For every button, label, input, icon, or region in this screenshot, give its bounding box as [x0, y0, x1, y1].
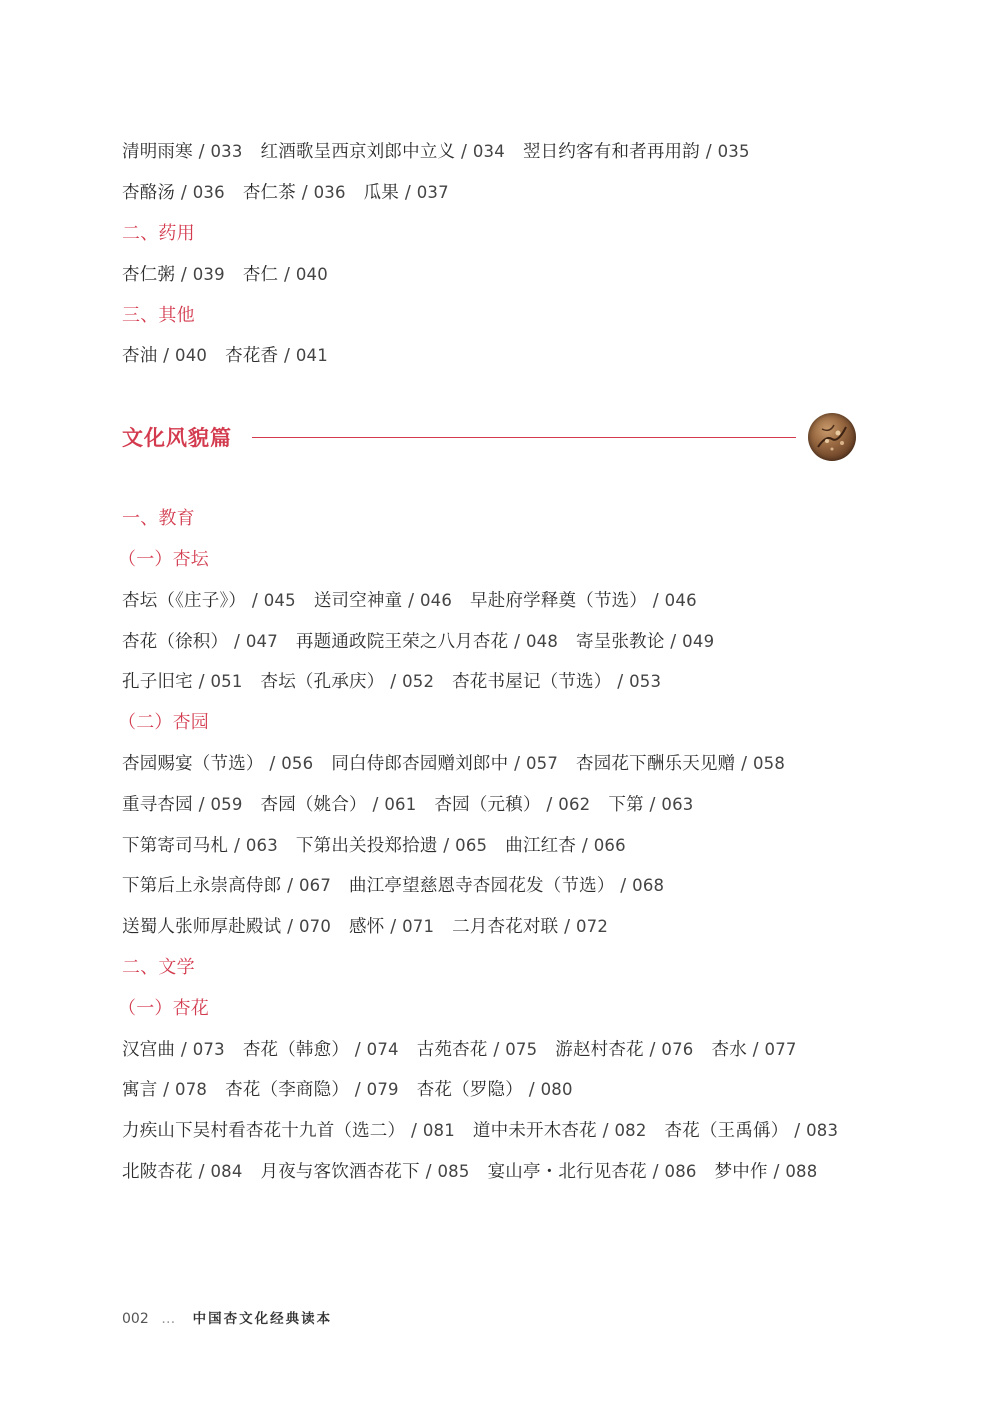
entry-title: 送司空神童: [313, 591, 403, 611]
entry-page-number: 045: [263, 591, 296, 610]
entry-title: 杏仁: [242, 265, 279, 285]
entry-page-number: 078: [175, 1080, 208, 1099]
entry-title: 杏花（王禹偁）: [664, 1121, 789, 1141]
section-heading: 三、其他: [122, 305, 195, 326]
entry-title: 孔子旧宅: [122, 672, 193, 692]
entry-separator: /: [788, 1121, 807, 1141]
entry-page-number: 088: [785, 1162, 818, 1181]
toc-entry[interactable]: [434, 790, 590, 820]
toc-entry[interactable]: [225, 341, 328, 371]
toc-entry[interactable]: [576, 749, 785, 779]
toc-entry[interactable]: [349, 912, 434, 942]
entry-page-number: 083: [806, 1121, 839, 1140]
toc-entry[interactable]: [470, 586, 697, 616]
entry-title: 早赴府学释奠（节选）: [470, 591, 648, 611]
toc-entry[interactable]: [261, 137, 505, 167]
toc-entry[interactable]: [349, 871, 664, 901]
entry-separator: /: [746, 1040, 765, 1060]
entry-title: 清明雨寒: [122, 142, 193, 162]
toc-line: [122, 137, 768, 167]
entry-page-number: 046: [664, 591, 697, 610]
toc-entry[interactable]: [261, 1157, 470, 1187]
entry-title: 道中未开木杏花: [472, 1121, 597, 1141]
entry-title: 寄呈张教论: [576, 632, 665, 652]
toc-line: [122, 586, 715, 616]
toc-line: [122, 1075, 591, 1105]
entry-separator: /: [576, 836, 594, 856]
entry-title: 重寻杏园: [122, 795, 193, 815]
section-heading: 二、药用: [122, 223, 195, 244]
entry-page-number: 086: [664, 1162, 697, 1181]
entry-separator: /: [405, 1121, 423, 1141]
toc-entry[interactable]: [576, 627, 714, 657]
entry-separator: /: [646, 1162, 665, 1182]
toc-entry[interactable]: [417, 1035, 538, 1065]
entry-page-number: 047: [245, 632, 278, 651]
entry-separator: /: [596, 1121, 615, 1141]
entry-page-number: 075: [505, 1040, 538, 1059]
entry-separator: /: [349, 1040, 367, 1060]
entry-title: 游赵村杏花: [555, 1040, 644, 1060]
entry-title: 杏酪汤: [122, 183, 176, 203]
entry-separator: /: [540, 795, 559, 815]
entry-page-number: 077: [764, 1040, 797, 1059]
toc-line: [122, 667, 679, 697]
footer-ellipsis: …: [161, 1311, 177, 1327]
entry-title: 杏油: [122, 346, 158, 366]
entry-page-number: 033: [210, 142, 243, 161]
entry-page-number: 040: [295, 265, 328, 284]
toc-entry[interactable]: [715, 1157, 818, 1187]
entry-separator: /: [192, 795, 211, 815]
page-number: 002: [122, 1311, 149, 1327]
entry-title: 宴山亭・北行见杏花: [487, 1162, 647, 1182]
entry-title: 杏园花下酬乐天见赠: [576, 754, 736, 774]
toc-entry[interactable]: [122, 341, 207, 371]
entry-separator: /: [647, 591, 665, 611]
entry-title: 杏坛（孔承庆）: [260, 672, 385, 692]
entry-page-number: 071: [402, 917, 435, 936]
entry-title: 杏园（姚合）: [260, 795, 367, 815]
entry-page-number: 036: [313, 183, 346, 202]
toc-entry[interactable]: [122, 912, 331, 942]
entry-title: 感怀: [349, 917, 385, 937]
entry-title: 杏花（韩愈）: [242, 1040, 350, 1060]
toc-entry[interactable]: [296, 627, 558, 657]
entry-page-number: 040: [175, 346, 208, 365]
entry-separator: /: [455, 142, 473, 162]
entry-title: 二月杏花对联: [452, 917, 559, 937]
toc-entry[interactable]: [473, 1116, 647, 1146]
entry-title: 杏花（李商隐）: [225, 1080, 350, 1100]
entry-page-number: 080: [540, 1080, 573, 1099]
entry-page-number: 076: [661, 1040, 694, 1059]
entry-page-number: 056: [281, 754, 314, 773]
entry-title: 下第出关投郑拾遗: [295, 836, 438, 856]
toc-line: [122, 790, 712, 820]
toc-entry[interactable]: [243, 1035, 399, 1065]
entry-title: 杏花香: [225, 346, 279, 366]
entry-title: 杏花（徐积）: [122, 632, 229, 652]
entry-page-number: 051: [210, 672, 243, 691]
subsection-heading: （一）杏坛: [118, 549, 209, 570]
book-title: 中国杏文化经典读本: [192, 1311, 333, 1327]
entry-title: 曲江亭望慈恩寺杏园花发（节选）: [349, 876, 615, 896]
entry-title: 红酒歌呈西京刘郎中立义: [260, 142, 456, 162]
toc-entry[interactable]: [122, 1075, 207, 1105]
part-title-rule: [252, 437, 796, 438]
entry-separator: /: [281, 917, 299, 937]
entry-separator: /: [614, 876, 633, 896]
entry-title: 杏坛（《庄子》）: [122, 591, 247, 611]
toc-entry[interactable]: [608, 790, 693, 820]
entry-separator: /: [384, 917, 403, 937]
toc-entry[interactable]: [243, 260, 328, 290]
entry-title: 下第寄司马札: [122, 836, 229, 856]
entry-title: 杏仁茶: [242, 183, 296, 203]
entry-page-number: 048: [525, 632, 559, 651]
toc-entry[interactable]: [261, 790, 417, 820]
entry-page-number: 057: [525, 754, 559, 773]
entry-separator: /: [228, 836, 246, 856]
entry-page-number: 066: [593, 836, 626, 855]
toc-entry[interactable]: [417, 1075, 573, 1105]
entry-separator: /: [643, 1040, 662, 1060]
entry-page-number: 039: [192, 265, 225, 284]
entry-page-number: 053: [629, 672, 662, 691]
toc-entry[interactable]: [122, 871, 331, 901]
entry-title: 杏水: [711, 1040, 747, 1060]
entry-separator: /: [558, 917, 576, 937]
entry-title: 北陂杏花: [122, 1162, 193, 1182]
entry-separator: /: [175, 1040, 193, 1060]
toc-line: [122, 627, 732, 657]
toc-line: [122, 1116, 856, 1146]
entry-separator: /: [437, 836, 456, 856]
entry-page-number: 034: [472, 142, 505, 161]
entry-page-number: 041: [295, 346, 328, 365]
entry-page-number: 062: [558, 795, 591, 814]
entry-title: 下第后上永崇高侍郎: [122, 876, 282, 896]
entry-separator: /: [487, 1040, 506, 1060]
section-heading: 二、文学: [122, 957, 195, 978]
toc-entry[interactable]: [314, 586, 452, 616]
entry-separator: /: [281, 876, 299, 896]
toc-line: [122, 831, 644, 861]
entry-page-number: 059: [210, 795, 243, 814]
entry-title: 杏园赐宴（节选）: [122, 754, 264, 774]
toc-entry[interactable]: [122, 137, 243, 167]
entry-separator: /: [175, 265, 193, 285]
entry-page-number: 084: [210, 1162, 243, 1181]
toc-entry[interactable]: [523, 137, 750, 167]
toc-entry[interactable]: [122, 260, 225, 290]
entry-title: 送蜀人张师厚赴殿试: [122, 917, 282, 937]
entry-page-number: 085: [437, 1162, 470, 1181]
entry-page-number: 065: [455, 836, 488, 855]
entry-separator: /: [278, 346, 296, 366]
entry-page-number: 052: [402, 672, 435, 691]
entry-title: 古苑杏花: [416, 1040, 488, 1060]
entry-title: 杏花书屋记（节选）: [452, 672, 612, 692]
entry-title: 翌日约客有和者再用韵: [522, 142, 700, 162]
entry-title: 再题通政院王荣之八月杏花: [295, 632, 509, 652]
toc-line: [122, 749, 803, 779]
section-heading: 一、教育: [122, 508, 195, 529]
part-title: 文化风貌篇: [122, 426, 232, 450]
toc-entry[interactable]: [122, 627, 278, 657]
toc-entry[interactable]: [243, 178, 346, 208]
entry-separator: /: [735, 754, 753, 774]
entry-title: 力疾山下吴村看杏花十九首（选二）: [122, 1121, 406, 1141]
toc-line: [122, 871, 682, 901]
entry-separator: /: [508, 632, 526, 652]
entry-page-number: 037: [416, 183, 449, 202]
entry-separator: /: [349, 1080, 367, 1100]
toc-entry[interactable]: [505, 831, 626, 861]
entry-page-number: 081: [422, 1121, 455, 1140]
entry-separator: /: [402, 591, 420, 611]
toc-entry[interactable]: [122, 749, 313, 779]
entry-separator: /: [278, 265, 296, 285]
entry-title: 寓言: [122, 1080, 158, 1100]
toc-entry[interactable]: [225, 1075, 399, 1105]
entry-separator: /: [192, 142, 211, 162]
entry-title: 汉宫曲: [122, 1040, 176, 1060]
entry-separator: /: [399, 183, 417, 203]
entry-page-number: 046: [419, 591, 453, 610]
entry-separator: /: [643, 795, 662, 815]
entry-page-number: 063: [661, 795, 694, 814]
entry-title: 杏园（元稹）: [434, 795, 541, 815]
toc-entry[interactable]: [665, 1116, 839, 1146]
toc-entry[interactable]: [122, 667, 243, 697]
entry-separator: /: [384, 672, 403, 692]
entry-page-number: 070: [298, 917, 332, 936]
toc-entry[interactable]: [555, 1035, 693, 1065]
entry-page-number: 067: [298, 876, 332, 895]
entry-page-number: 082: [614, 1121, 647, 1140]
toc-line: [122, 1157, 835, 1187]
toc-line: [122, 341, 346, 371]
toc-entry[interactable]: [712, 1035, 797, 1065]
entry-page-number: 079: [366, 1080, 399, 1099]
entry-separator: /: [192, 1162, 211, 1182]
toc-entry[interactable]: [452, 667, 661, 697]
entry-page-number: 061: [384, 795, 417, 814]
toc-entry[interactable]: [122, 831, 278, 861]
entry-separator: /: [767, 1162, 786, 1182]
entry-title: 同白侍郎杏园赠刘郎中: [331, 754, 509, 774]
toc-line: [122, 912, 626, 942]
apricot-painting-medallion-icon: [808, 413, 856, 461]
toc-entry[interactable]: [452, 912, 608, 942]
entry-page-number: 073: [192, 1040, 225, 1059]
entry-separator: /: [192, 672, 211, 692]
toc-entry[interactable]: [261, 667, 435, 697]
toc-line: [122, 260, 346, 290]
toc-entry[interactable]: [122, 178, 225, 208]
entry-separator: /: [522, 1080, 541, 1100]
entry-separator: /: [263, 754, 282, 774]
entry-page-number: 068: [632, 876, 665, 895]
toc-entry[interactable]: [331, 749, 558, 779]
entry-separator: /: [419, 1162, 438, 1182]
entry-page-number: 035: [717, 142, 750, 161]
entry-separator: /: [246, 591, 264, 611]
entry-separator: /: [366, 795, 385, 815]
entry-title: 月夜与客饮酒杏花下: [260, 1162, 420, 1182]
entry-page-number: 063: [245, 836, 278, 855]
entry-page-number: 036: [192, 183, 225, 202]
entry-separator: /: [664, 632, 683, 652]
entry-page-number: 072: [575, 917, 609, 936]
entry-separator: /: [699, 142, 718, 162]
toc-entry[interactable]: [122, 790, 243, 820]
entry-separator: /: [157, 1080, 176, 1100]
entry-title: 曲江红杏: [505, 836, 577, 856]
entry-separator: /: [157, 346, 176, 366]
toc-entry[interactable]: [122, 586, 296, 616]
entry-page-number: 049: [682, 632, 715, 651]
entry-separator: /: [295, 183, 314, 203]
entry-title: 杏仁粥: [122, 265, 176, 285]
toc-entry[interactable]: [122, 1157, 243, 1187]
toc-entry[interactable]: [296, 831, 487, 861]
toc-entry[interactable]: [122, 1035, 225, 1065]
entry-separator: /: [228, 632, 246, 652]
toc-entry[interactable]: [488, 1157, 697, 1187]
entry-title: 梦中作: [714, 1162, 768, 1182]
entry-separator: /: [611, 672, 630, 692]
entry-separator: /: [175, 183, 193, 203]
page-footer: [122, 1306, 332, 1332]
toc-entry[interactable]: [122, 1116, 455, 1146]
subsection-heading: （一）杏花: [118, 998, 209, 1019]
subsection-heading: （二）杏园: [118, 712, 209, 733]
entry-page-number: 074: [366, 1040, 399, 1059]
toc-entry[interactable]: [364, 178, 449, 208]
entry-title: 杏花（罗隐）: [416, 1080, 523, 1100]
entry-page-number: 058: [752, 754, 786, 773]
entry-title: 下第: [608, 795, 644, 815]
toc-line: [122, 178, 467, 208]
entry-title: 瓜果: [363, 183, 400, 203]
entry-separator: /: [508, 754, 526, 774]
toc-line: [122, 1035, 815, 1065]
